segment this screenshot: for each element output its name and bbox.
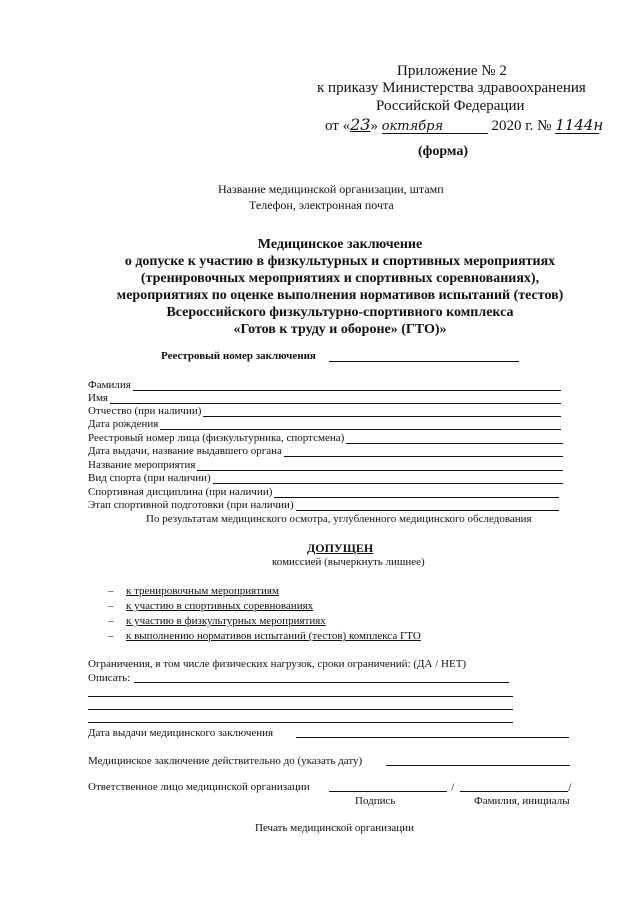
field-sport-discipline [88,486,559,498]
title-line-3: (тренировочных мероприятиях и спортивных соревнованиях), [140,271,540,286]
option-gto-standards[interactable] [108,630,421,642]
field-surname [88,379,561,391]
order-number-handwritten: 1144н [555,116,604,134]
date-mid: » [370,118,378,134]
describe-line-4[interactable] [88,722,513,723]
field-person-registry-number [88,432,563,444]
date-year: 2020 г. № [491,118,552,134]
date-prefix: от « [325,118,351,134]
slash-end: / [568,780,572,794]
field-label: Имя [88,392,108,404]
signature-field[interactable] [329,791,447,792]
title-line-6: «Готов к труду и обороне» (ГТО)» [233,322,447,337]
field-patronymic [88,405,561,417]
field-label: Вид спорта (при наличии) [88,472,211,484]
field-input-line[interactable] [274,488,559,498]
title-line-2: о допуске к участию в физкультурных и спортивных мероприятиях [124,254,556,269]
issue-date-label: Дата выдачи медицинского заключения [88,727,274,739]
field-training-stage [88,499,559,511]
field-label: Этап спортивной подготовки (при наличии) [88,499,294,511]
org-contacts-label: Телефон, электронная почта [249,198,394,212]
field-event-name [88,459,563,471]
date-month-handwritten: октября [382,120,488,134]
describe-label: Описать: [88,672,131,684]
field-input-line[interactable] [213,474,563,484]
field-input-line[interactable] [203,407,561,417]
stamp-label: Печать медицинской организации [255,822,414,834]
field-label: Фамилия [88,379,131,391]
field-input-line[interactable] [284,447,563,457]
registry-number-field[interactable] [329,361,519,362]
signature-caption: Подпись [355,795,396,807]
name-initials-field[interactable] [460,791,568,792]
date-day-handwritten: 23 [350,115,371,134]
admitted-note: комиссией (вычеркнуть лишнее) [272,556,425,568]
field-birth-date [88,418,561,430]
field-input-line[interactable] [296,501,559,511]
order-ministry-line: к приказу Министерства здравоохранения [317,80,586,96]
federation-line: Российской Федерации [376,98,525,114]
exam-basis-line: По результатам медицинского осмотра, углубленного медицинского обследования [146,513,532,525]
field-sport-type [88,472,563,484]
field-input-line[interactable] [160,420,561,430]
option-competitions[interactable] [108,600,313,612]
title-line-1: Медицинское заключение [257,237,423,252]
restrictions-label: Ограничения, в том числе физических нагрузок, сроки ограничений: (ДА / НЕТ) [88,658,467,670]
field-input-line[interactable] [110,394,561,404]
option-training[interactable] [108,585,279,597]
field-input-line[interactable] [197,461,563,471]
option-physical-events[interactable] [108,615,326,627]
option-label: к участию в физкультурных мероприятиях [126,615,326,627]
field-issue-date-authority [88,445,563,457]
valid-until-label: Медицинское заключение действительно до (указать дату) [88,755,363,767]
valid-until-field[interactable] [386,765,570,766]
dash: – [108,600,114,612]
field-label: Дата выдачи, название выдавшего органа [88,445,282,457]
describe-line-2[interactable] [88,696,513,697]
field-input-line[interactable] [133,381,561,391]
dash: – [108,630,114,642]
admitted-title: ДОПУЩЕН [307,541,374,555]
dash: – [108,615,114,627]
field-first-name [88,392,561,404]
field-label: Отчество (при наличии) [88,405,202,417]
registry-number-label: Реестровый номер заключения [161,350,316,362]
field-label: Название мероприятия [88,459,196,471]
org-name-label: Название медицинской организации, штамп [218,182,444,196]
order-date-line [325,115,604,134]
field-label: Спортивная дисциплина (при наличии) [88,486,273,498]
describe-line-1[interactable] [134,682,509,683]
slash-separator: / [451,780,455,794]
field-input-line[interactable] [346,434,563,444]
name-initials-caption: Фамилия, инициалы [474,795,570,807]
title-line-4: мероприятиях по оценке выполнения нормативов испытаний (тестов) [116,288,564,303]
option-label: к тренировочным мероприятиям [126,585,279,597]
issue-date-field[interactable] [296,737,569,738]
describe-line-3[interactable] [88,709,513,710]
appendix-line: Приложение № 2 [397,63,507,79]
option-label: к выполнению нормативов испытаний (тестов) комплекса ГТО [126,630,421,642]
form-label: (форма) [418,144,469,159]
field-label: Дата рождения [88,418,159,430]
option-label: к участию в спортивных соревнованиях [126,600,314,612]
title-line-5: Всероссийского физкультурно-спортивного комплекса [166,305,514,320]
dash: – [108,585,114,597]
responsible-label: Ответственное лицо медицинской организации [88,781,310,793]
field-label: Реестровый номер лица (физкультурника, спортсмена) [88,432,345,444]
document-title [40,236,640,338]
